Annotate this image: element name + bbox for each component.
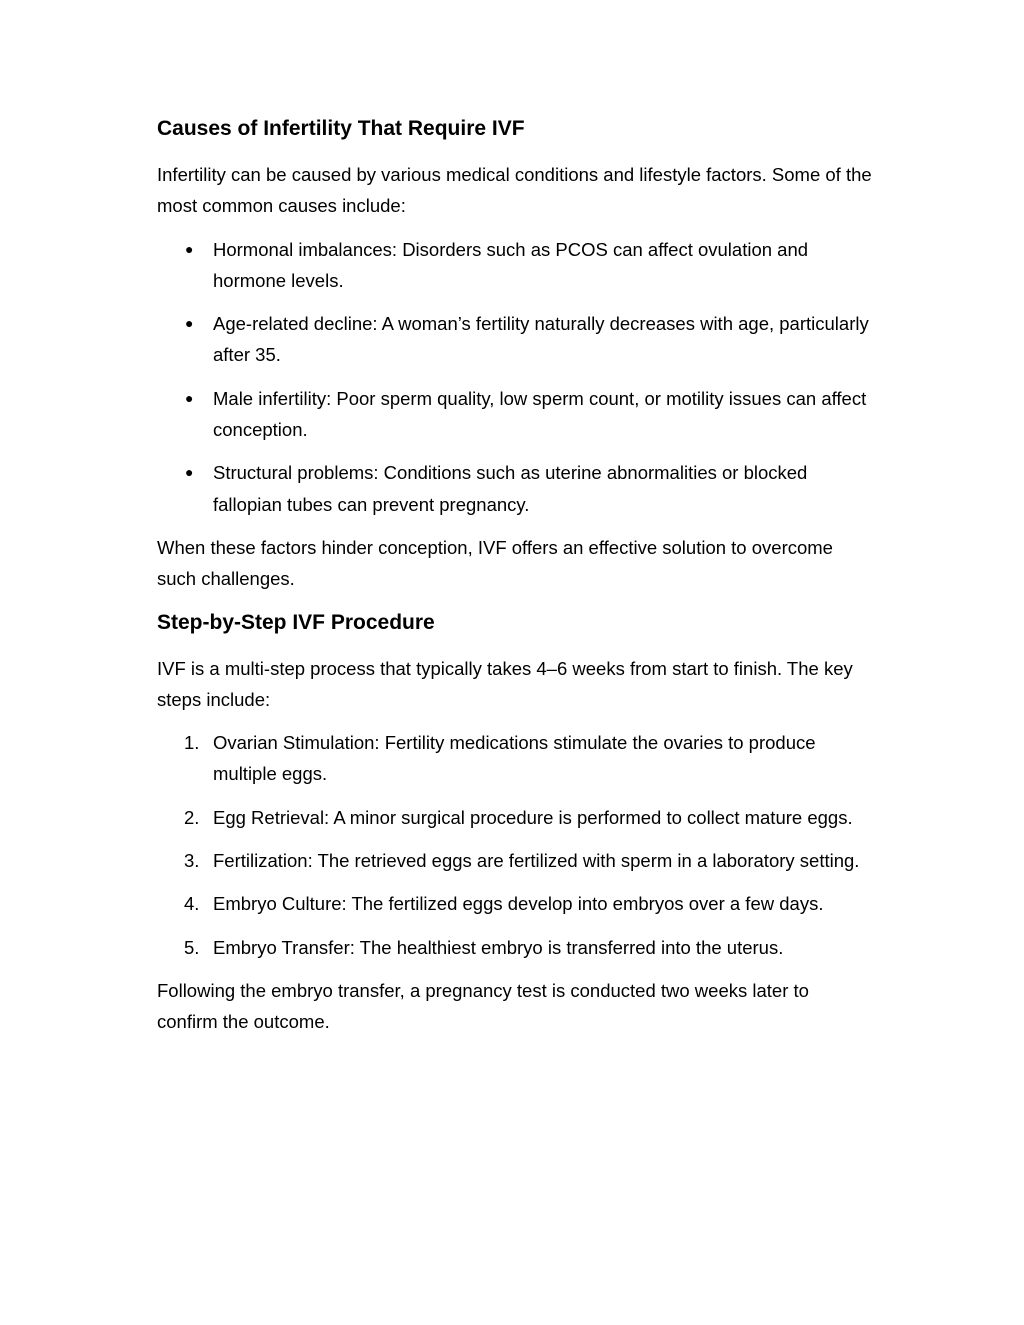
list-item-text: Hormonal imbalances: Disorders such as PCOS can affect ovulation and hormone levels. <box>213 238 809 291</box>
bullet-icon: ● <box>185 389 194 406</box>
step-text: Embryo Transfer: The healthiest embryo is transferred into the uterus. <box>213 936 784 958</box>
list-item <box>157 888 872 919</box>
list-item <box>157 308 872 371</box>
bullet-icon: ● <box>185 464 194 481</box>
list-item <box>157 932 872 963</box>
step-text: Egg Retrieval: A minor surgical procedure is performed to collect mature eggs. <box>213 806 853 828</box>
causes-intro-paragraph: Infertility can be caused by various medical conditions and lifestyle factors. Some of the most common causes include: <box>157 164 872 217</box>
section-heading-procedure: Step-by-Step IVF Procedure <box>157 610 435 634</box>
step-number: 3. <box>184 850 200 872</box>
section-heading-causes: Causes of Infertility That Require IVF <box>157 117 525 140</box>
list-item-text: Age-related decline: A woman’s fertility naturally decreases with age, particularly after 35. <box>213 313 869 366</box>
bullet-icon: ● <box>185 240 194 257</box>
step-number: 4. <box>184 893 200 915</box>
list-item <box>157 383 872 446</box>
list-item-text: Structural problems: Conditions such as uterine abnormalities or blocked fallopian tubes can prevent pregnancy. <box>213 462 808 515</box>
step-number: 2. <box>184 806 200 828</box>
step-number: 5. <box>184 936 200 958</box>
causes-list <box>157 234 872 520</box>
list-item <box>157 845 872 876</box>
step-number: 1. <box>184 732 200 754</box>
procedure-intro-paragraph: IVF is a multi-step process that typically takes 4–6 weeks from start to finish. The key steps include: <box>157 657 853 710</box>
document-page <box>157 112 872 1038</box>
list-item <box>157 234 872 297</box>
list-item <box>157 802 872 833</box>
step-text: Embryo Culture: The fertilized eggs develop into embryos over a few days. <box>213 893 824 915</box>
procedure-steps-list <box>157 727 872 963</box>
list-item <box>157 727 872 790</box>
bullet-icon: ● <box>185 315 194 332</box>
causes-closing-paragraph: When these factors hinder conception, IVF offers an effective solution to overcome such challenges. <box>157 536 833 590</box>
list-item-text: Male infertility: Poor sperm quality, low sperm count, or motility issues can affect conception. <box>213 387 867 441</box>
procedure-closing-paragraph: Following the embryo transfer, a pregnancy test is conducted two weeks later to confirm the outcome. <box>157 979 809 1033</box>
list-item <box>157 457 872 520</box>
step-text: Ovarian Stimulation: Fertility medications stimulate the ovaries to produce multiple eggs. <box>213 732 816 785</box>
step-text: Fertilization: The retrieved eggs are fertilized with sperm in a laboratory setting. <box>213 850 860 872</box>
